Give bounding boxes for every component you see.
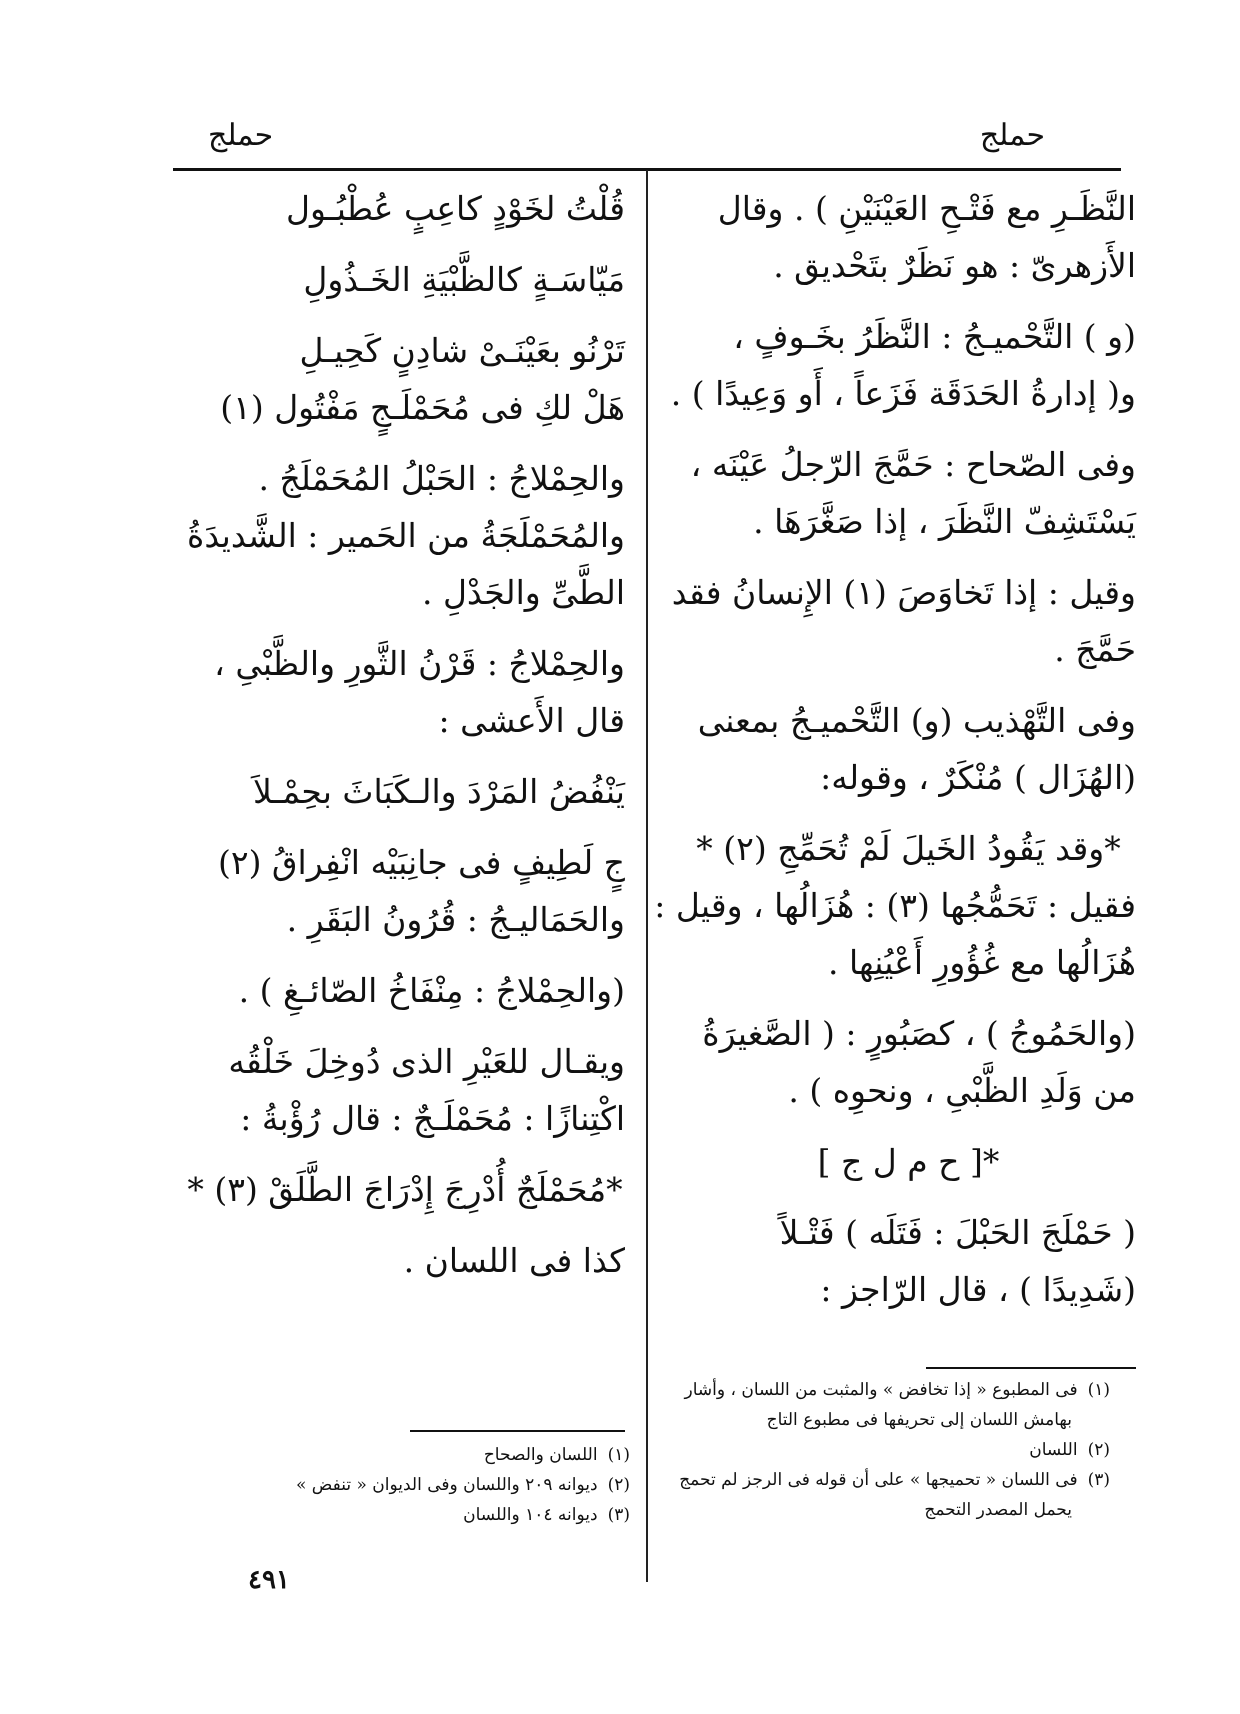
text-line: النَّظَـرِ مع فَتْـحِ العَيْنَيْنِ ) . وقال (717, 189, 1136, 228)
text-line: الطَّىِّ والجَدْلِ . (421, 573, 625, 612)
footnote-rule-left (410, 1430, 625, 1432)
text-line: كذا فى اللسان . (403, 1241, 625, 1280)
text-line: (شَدِيدًا ) ، قال الرّاجز : (820, 1270, 1136, 1309)
footnote-continuation: بهامش اللسان إلى تحريفها فى مطبوع التاج (766, 1410, 1072, 1430)
verse-line: جٍ لَطِيفٍ فى جانِبَيْه انْفِراقُ (٢) (217, 843, 625, 882)
text-line: يَسْتَشِفّ النَّظَرَ ، إذا صَغَّرَهَا . (753, 502, 1136, 541)
verse-line: هَلْ لكِ فى مُحَمْلَـجٍ مَفْتُول (١) (220, 388, 625, 427)
verse-line: *مُحَمْلَجٌ أُدْرِجَ إِدْرَاجَ الطَّلَقْ (٣) * (187, 1170, 623, 1209)
text-line: ( حَمْلَجَ الحَبْلَ : فَتَلَه ) فَتْـلاً (779, 1213, 1136, 1252)
text-line: وفى التَّهْذيب (و) التَّحْميـجُ بمعنى (697, 701, 1136, 740)
text-line: ويقـال للعَيْرِ الذى دُوخِلَ خَلْقُه (228, 1042, 625, 1081)
text-line: والحَمَاليـجُ : قُرُونُ البَقَرِ . (286, 900, 625, 939)
text-line: (الهُزَال ) مُنْكَرٌ ، وقوله: (820, 758, 1136, 797)
text-line: وقيل : إذا تَخاوَصَ (١) الإِنسانُ فقد (671, 573, 1136, 612)
text-line: والمُحَمْلَجَةُ من الحَمير : الشَّديدَةُ (187, 516, 625, 555)
text-line: وفى الصّحاح : حَمَّجَ الرّجلُ عَيْنَه ، (690, 445, 1136, 484)
running-header-right: حملج (979, 118, 1045, 153)
footnote: (٢)ديوانه ٢٠٩ واللسان وفى الديوان « تنفض » (295, 1475, 630, 1495)
text-line: اكْتِنازًا : مُحَمْلَـجٌ : قال رُؤْبةُ : (240, 1099, 625, 1138)
running-header-left: حملج (208, 118, 274, 153)
footnote: (١)فى المطبوع « إذا تخافض » والمثبت من اللسان ، وأشار (684, 1380, 1110, 1400)
text-line: والحِمْلاجُ : قَرْنُ الثَّورِ والظَّبْىِ ، (214, 644, 625, 683)
text-line: حَمَّجَ . (1054, 630, 1136, 669)
text-line: (والحِمْلاجُ : مِنْفَاخُ الصّائـغِ ) . (238, 971, 625, 1010)
verse-line: يَنْفُضُ المَرْدَ والـكَبَاثَ بحِمْـلاَ (253, 772, 625, 811)
entry-heading: *[ ح م ل ج ] (817, 1142, 1000, 1181)
left-column (185, 180, 625, 1289)
footnote: (٣)ديوانه ١٠٤ واللسان (463, 1505, 630, 1525)
text-line: (و ) التَّحْميـجُ : النَّظَرُ بخَـوفٍ ، (733, 317, 1136, 356)
column-divider (646, 170, 648, 1582)
text-line: فقيل : تَحَمُّجُها (٣) : هُزَالُها ، وقيل : (654, 886, 1136, 925)
footnote-rule-right (926, 1367, 1136, 1369)
verse-line: تَرْنُو بعَيْنَـىْ شادِنٍ كَحِيـلِ (299, 331, 625, 370)
text-line: من وَلَدِ الظَّبْىِ ، ونحوِه ) . (788, 1071, 1136, 1110)
text-line: الأَزهرىّ : هو نَظَرٌ بتَحْديق . (773, 246, 1136, 285)
verse-line: مَيّاسَـةٍ كالظَّبْيَةِ الخَـذُولِ (303, 260, 625, 299)
text-line: والحِمْلاجُ : الحَبْلُ المُحَمْلَجُ . (258, 459, 625, 498)
footnotes-right (630, 1375, 1110, 1525)
text-line: هُزَالُها مع غُؤُورِ أَعْيُنِها . (827, 943, 1136, 982)
right-column (654, 180, 1136, 1318)
verse-line: قُلْتُ لخَوْدٍ كاعِبٍ عُطْبُـول (286, 189, 625, 228)
page-number: ٤٩١ (248, 1565, 290, 1595)
footnote: (٣)فى اللسان « تحميجها » على أن قوله فى الرجز لم تحمج (679, 1470, 1110, 1490)
footnote: (١)اللسان والصحاح (483, 1445, 630, 1465)
text-line: و( إدارةُ الحَدَقَة فَزَعاً ، أَو وَعِيدًا ) . (670, 374, 1136, 413)
footnote-continuation: يحمل المصدر التحمج (924, 1500, 1072, 1520)
footnotes-left (190, 1440, 630, 1530)
verse-line: *وقد يَقُودُ الخَيلَ لَمْ تُحَمِّجِ (٢) * (696, 829, 1121, 868)
text-line: (والحَمُوجُ ) ، كصَبُورٍ : ( الصَّغيرَةُ (702, 1014, 1136, 1053)
footnote: (٢)اللسان (1029, 1440, 1110, 1460)
text-line: قال الأَعشى : (438, 701, 625, 740)
